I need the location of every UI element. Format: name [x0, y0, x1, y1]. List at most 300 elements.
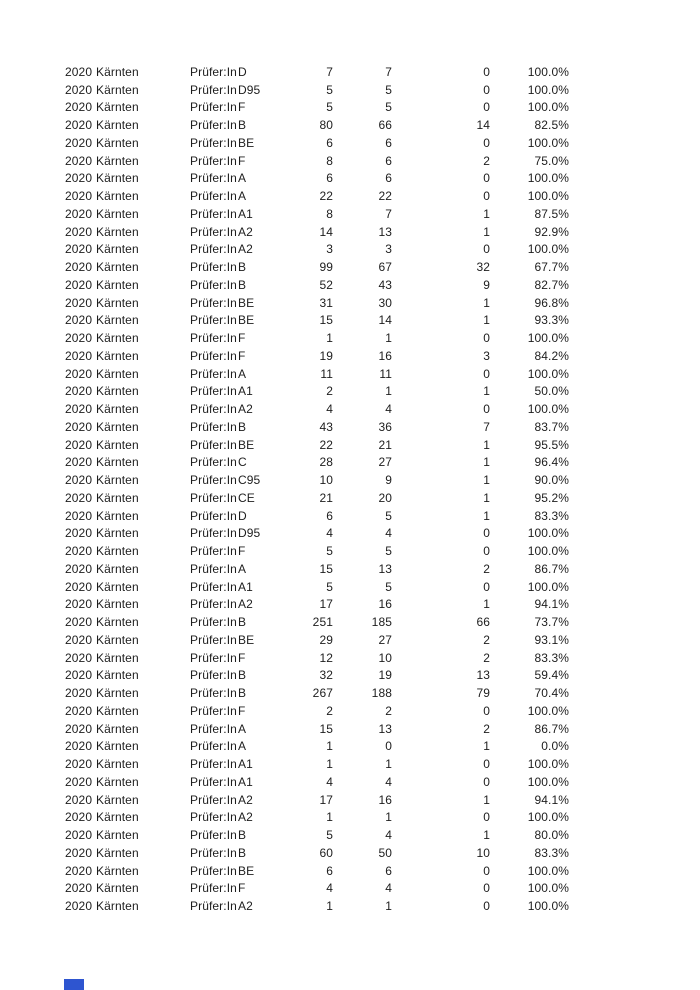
exams-total-cell: 5 — [326, 82, 333, 97]
examiner-role-cell: Prüfer:In — [190, 650, 237, 665]
pass-rate-cell: 100.0% — [527, 774, 569, 789]
pass-rate-cell: 84.2% — [534, 348, 569, 363]
exams-failed-cell: 3 — [483, 348, 490, 363]
year-cell: 2020 — [65, 774, 93, 789]
examiner-role-cell: Prüfer:In — [190, 242, 237, 257]
exams-passed-cell: 1 — [385, 810, 392, 825]
exams-passed-cell: 19 — [378, 668, 392, 683]
exams-failed-cell: 2 — [483, 721, 490, 736]
table-row — [65, 702, 569, 720]
year-cell: 2020 — [65, 455, 93, 470]
exams-total-cell: 14 — [319, 224, 333, 239]
pass-rate-cell: 100.0% — [527, 810, 569, 825]
table-row — [65, 897, 569, 915]
table-row — [65, 560, 569, 578]
exams-passed-cell: 4 — [385, 828, 392, 843]
table-row — [65, 116, 569, 134]
examiner-role-cell: Prüfer:In — [190, 366, 237, 381]
exams-failed-cell: 1 — [483, 792, 490, 807]
examiner-role-cell: Prüfer:In — [190, 845, 237, 860]
license-class-cell: F — [238, 348, 246, 363]
exams-failed-cell: 0 — [483, 366, 490, 381]
table-row — [65, 258, 569, 276]
examiner-role-cell: Prüfer:In — [190, 526, 237, 541]
year-cell: 2020 — [65, 224, 93, 239]
year-cell: 2020 — [65, 171, 93, 186]
exams-failed-cell: 0 — [483, 189, 490, 204]
pass-rate-cell: 95.5% — [534, 437, 569, 452]
state-cell: Kärnten — [96, 437, 139, 452]
examiner-role-cell: Prüfer:In — [190, 828, 237, 843]
state-cell: Kärnten — [96, 224, 139, 239]
exams-total-cell: 5 — [326, 100, 333, 115]
state-cell: Kärnten — [96, 277, 139, 292]
state-cell: Kärnten — [96, 828, 139, 843]
license-class-cell: F — [238, 650, 246, 665]
exams-total-cell: 4 — [326, 526, 333, 541]
exams-total-cell: 8 — [326, 206, 333, 221]
exams-passed-cell: 7 — [385, 206, 392, 221]
state-cell: Kärnten — [96, 82, 139, 97]
state-cell: Kärnten — [96, 295, 139, 310]
exams-passed-cell: 11 — [379, 366, 392, 381]
state-cell: Kärnten — [96, 526, 139, 541]
state-cell: Kärnten — [96, 455, 139, 470]
exams-failed-cell: 1 — [483, 224, 490, 239]
pass-rate-cell: 90.0% — [534, 473, 569, 488]
year-cell: 2020 — [65, 632, 93, 647]
license-class-cell: D — [238, 64, 247, 79]
exams-failed-cell: 0 — [483, 402, 490, 417]
exams-total-cell: 2 — [326, 703, 333, 718]
exams-failed-cell: 79 — [476, 686, 490, 701]
exams-passed-cell: 1 — [385, 331, 392, 346]
exams-passed-cell: 5 — [385, 579, 392, 594]
exams-total-cell: 4 — [326, 402, 333, 417]
table-row — [65, 684, 569, 702]
year-cell: 2020 — [65, 757, 93, 772]
exams-passed-cell: 6 — [385, 171, 392, 186]
examiner-role-cell: Prüfer:In — [190, 189, 237, 204]
pass-rate-cell: 83.3% — [534, 650, 569, 665]
pass-rate-cell: 100.0% — [527, 579, 569, 594]
examiner-role-cell: Prüfer:In — [190, 384, 237, 399]
license-class-cell: BE — [238, 295, 255, 310]
pass-rate-cell: 100.0% — [527, 863, 569, 878]
pass-rate-cell: 83.7% — [534, 419, 569, 434]
exams-passed-cell: 22 — [378, 189, 392, 204]
exams-passed-cell: 20 — [378, 490, 392, 505]
license-class-cell: F — [238, 153, 246, 168]
table-row — [65, 542, 569, 560]
exams-failed-cell: 0 — [483, 331, 490, 346]
exams-failed-cell: 1 — [483, 437, 490, 452]
pass-rate-cell: 100.0% — [527, 331, 569, 346]
license-class-cell: F — [238, 881, 246, 896]
license-class-cell: A2 — [238, 810, 253, 825]
exams-passed-cell: 16 — [378, 792, 392, 807]
table-row — [65, 418, 569, 436]
exams-total-cell: 1 — [326, 757, 333, 772]
exams-total-cell: 2 — [326, 384, 333, 399]
state-cell: Kärnten — [96, 490, 139, 505]
exams-total-cell: 12 — [319, 650, 333, 665]
exams-total-cell: 17 — [319, 792, 333, 807]
examiner-role-cell: Prüfer:In — [190, 455, 237, 470]
year-cell: 2020 — [65, 295, 93, 310]
table-row — [65, 738, 569, 756]
state-cell: Kärnten — [96, 189, 139, 204]
examiner-role-cell: Prüfer:In — [190, 703, 237, 718]
table-row — [65, 454, 569, 472]
exams-passed-cell: 50 — [378, 845, 392, 860]
exams-total-cell: 6 — [326, 863, 333, 878]
examiner-role-cell: Prüfer:In — [190, 82, 237, 97]
year-cell: 2020 — [65, 473, 93, 488]
exams-failed-cell: 32 — [476, 260, 490, 275]
license-class-cell: A1 — [238, 774, 253, 789]
examiner-role-cell: Prüfer:In — [190, 295, 237, 310]
pass-rate-cell: 100.0% — [527, 64, 569, 79]
pass-rate-cell: 100.0% — [527, 100, 569, 115]
exams-total-cell: 31 — [319, 295, 333, 310]
exams-passed-cell: 10 — [378, 650, 392, 665]
examiner-role-cell: Prüfer:In — [190, 348, 237, 363]
state-cell: Kärnten — [96, 331, 139, 346]
year-cell: 2020 — [65, 686, 93, 701]
pass-rate-cell: 73.7% — [534, 615, 569, 630]
table-row — [65, 631, 569, 649]
state-cell: Kärnten — [96, 313, 139, 328]
exams-total-cell: 43 — [319, 419, 333, 434]
examiner-role-cell: Prüfer:In — [190, 668, 237, 683]
license-class-cell: BE — [238, 632, 255, 647]
exams-failed-cell: 1 — [483, 455, 490, 470]
year-cell: 2020 — [65, 82, 93, 97]
exams-failed-cell: 0 — [483, 64, 490, 79]
table-row — [65, 436, 569, 454]
exams-total-cell: 1 — [326, 331, 333, 346]
license-class-cell: A — [238, 366, 247, 381]
exams-passed-cell: 27 — [378, 632, 392, 647]
table-row — [65, 276, 569, 294]
exams-total-cell: 1 — [326, 899, 333, 914]
table-row — [65, 596, 569, 614]
table-row — [65, 223, 569, 241]
examiner-role-cell: Prüfer:In — [190, 632, 237, 647]
state-cell: Kärnten — [96, 366, 139, 381]
state-cell: Kärnten — [96, 153, 139, 168]
pass-rate-cell: 100.0% — [527, 402, 569, 417]
pass-rate-cell: 92.9% — [534, 224, 569, 239]
license-class-cell: B — [238, 845, 247, 860]
exams-total-cell: 32 — [319, 668, 333, 683]
examiner-role-cell: Prüfer:In — [190, 277, 237, 292]
examiner-role-cell: Prüfer:In — [190, 153, 237, 168]
table-row — [65, 329, 569, 347]
table-row — [65, 826, 569, 844]
examiner-role-cell: Prüfer:In — [190, 100, 237, 115]
license-class-cell: F — [238, 331, 246, 346]
exams-total-cell: 1 — [326, 739, 333, 754]
examiner-role-cell: Prüfer:In — [190, 757, 237, 772]
exams-total-cell: 6 — [326, 135, 333, 150]
state-cell: Kärnten — [96, 348, 139, 363]
year-cell: 2020 — [65, 845, 93, 860]
pass-rate-cell: 59.4% — [534, 668, 569, 683]
license-class-cell: A2 — [238, 224, 253, 239]
exams-failed-cell: 0 — [483, 810, 490, 825]
exams-total-cell: 4 — [326, 774, 333, 789]
table-row — [65, 99, 569, 117]
horizontal-scrollbar-thumb[interactable] — [64, 979, 84, 990]
state-cell: Kärnten — [96, 668, 139, 683]
year-cell: 2020 — [65, 135, 93, 150]
license-class-cell: A2 — [238, 242, 253, 257]
year-cell: 2020 — [65, 64, 93, 79]
exams-passed-cell: 6 — [385, 863, 392, 878]
license-class-cell: A — [238, 189, 247, 204]
exams-passed-cell: 43 — [378, 277, 392, 292]
table-row — [65, 383, 569, 401]
exams-failed-cell: 0 — [483, 135, 490, 150]
exams-passed-cell: 13 — [378, 224, 392, 239]
exams-passed-cell: 0 — [385, 739, 392, 754]
exams-passed-cell: 14 — [378, 313, 392, 328]
exams-failed-cell: 1 — [483, 597, 490, 612]
table-row — [65, 134, 569, 152]
license-class-cell: A — [238, 561, 247, 576]
examiner-role-cell: Prüfer:In — [190, 118, 237, 133]
year-cell: 2020 — [65, 810, 93, 825]
pass-rate-cell: 100.0% — [527, 526, 569, 541]
state-cell: Kärnten — [96, 260, 139, 275]
exams-passed-cell: 185 — [371, 615, 392, 630]
state-cell: Kärnten — [96, 402, 139, 417]
examiner-role-cell: Prüfer:In — [190, 135, 237, 150]
examiner-role-cell: Prüfer:In — [190, 686, 237, 701]
exams-failed-cell: 1 — [483, 384, 490, 399]
state-cell: Kärnten — [96, 384, 139, 399]
table-row — [65, 578, 569, 596]
table-row — [65, 773, 569, 791]
year-cell: 2020 — [65, 650, 93, 665]
examiner-role-cell: Prüfer:In — [190, 419, 237, 434]
license-class-cell: A — [238, 171, 247, 186]
table-row — [65, 471, 569, 489]
year-cell: 2020 — [65, 863, 93, 878]
license-class-cell: B — [238, 668, 247, 683]
pass-rate-cell: 100.0% — [527, 366, 569, 381]
license-class-cell: B — [238, 615, 247, 630]
table-row — [65, 170, 569, 188]
license-class-cell: B — [238, 828, 247, 843]
pass-rate-cell: 100.0% — [527, 242, 569, 257]
exams-passed-cell: 67 — [378, 260, 392, 275]
year-cell: 2020 — [65, 242, 93, 257]
year-cell: 2020 — [65, 703, 93, 718]
examiner-role-cell: Prüfer:In — [190, 615, 237, 630]
table-row — [65, 649, 569, 667]
exams-passed-cell: 2 — [385, 703, 392, 718]
state-cell: Kärnten — [96, 899, 139, 914]
state-cell: Kärnten — [96, 579, 139, 594]
examiner-role-cell: Prüfer:In — [190, 490, 237, 505]
exams-total-cell: 15 — [319, 561, 333, 576]
exams-total-cell: 22 — [319, 437, 333, 452]
exams-passed-cell: 36 — [378, 419, 392, 434]
exams-failed-cell: 0 — [483, 579, 490, 594]
pass-rate-cell: 100.0% — [527, 135, 569, 150]
table-row — [65, 187, 569, 205]
table-row — [65, 862, 569, 880]
exams-total-cell: 99 — [319, 260, 333, 275]
exams-failed-cell: 2 — [483, 561, 490, 576]
pass-rate-cell: 100.0% — [527, 171, 569, 186]
pass-rate-cell: 100.0% — [527, 757, 569, 772]
exams-total-cell: 6 — [326, 508, 333, 523]
exams-total-cell: 52 — [319, 277, 333, 292]
pass-rate-cell: 100.0% — [527, 82, 569, 97]
pass-rate-cell: 82.5% — [534, 118, 569, 133]
exams-passed-cell: 21 — [378, 437, 392, 452]
license-class-cell: A2 — [238, 402, 253, 417]
exams-failed-cell: 10 — [476, 845, 490, 860]
exams-passed-cell: 13 — [378, 561, 392, 576]
year-cell: 2020 — [65, 260, 93, 275]
exams-total-cell: 1 — [326, 810, 333, 825]
examiner-role-cell: Prüfer:In — [190, 64, 237, 79]
license-class-cell: A — [238, 721, 247, 736]
state-cell: Kärnten — [96, 792, 139, 807]
exams-total-cell: 6 — [326, 171, 333, 186]
pass-rate-cell: 96.8% — [534, 295, 569, 310]
examiner-role-cell: Prüfer:In — [190, 810, 237, 825]
table-row — [65, 525, 569, 543]
table-row — [65, 720, 569, 738]
license-class-cell: D — [238, 508, 247, 523]
examiner-role-cell: Prüfer:In — [190, 899, 237, 914]
examiner-role-cell: Prüfer:In — [190, 206, 237, 221]
exams-total-cell: 15 — [319, 721, 333, 736]
examiner-role-cell: Prüfer:In — [190, 721, 237, 736]
exams-failed-cell: 13 — [476, 668, 490, 683]
state-cell: Kärnten — [96, 881, 139, 896]
license-class-cell: A — [238, 739, 247, 754]
state-cell: Kärnten — [96, 845, 139, 860]
exams-failed-cell: 0 — [483, 82, 490, 97]
license-class-cell: A1 — [238, 757, 253, 772]
exams-failed-cell: 1 — [483, 313, 490, 328]
exams-total-cell: 5 — [326, 579, 333, 594]
examiner-role-cell: Prüfer:In — [190, 313, 237, 328]
license-class-cell: C95 — [238, 473, 261, 488]
year-cell: 2020 — [65, 490, 93, 505]
exams-passed-cell: 5 — [385, 544, 392, 559]
pass-rate-cell: 87.5% — [534, 206, 569, 221]
state-cell: Kärnten — [96, 561, 139, 576]
pass-rate-cell: 100.0% — [527, 189, 569, 204]
exams-failed-cell: 2 — [483, 153, 490, 168]
exams-total-cell: 7 — [326, 64, 333, 79]
table-row — [65, 365, 569, 383]
year-cell: 2020 — [65, 348, 93, 363]
pass-rate-cell: 96.4% — [534, 455, 569, 470]
exams-total-cell: 4 — [326, 881, 333, 896]
year-cell: 2020 — [65, 100, 93, 115]
state-cell: Kärnten — [96, 632, 139, 647]
exams-total-cell: 29 — [319, 632, 333, 647]
year-cell: 2020 — [65, 313, 93, 328]
license-class-cell: BE — [238, 313, 255, 328]
license-class-cell: F — [238, 100, 246, 115]
year-cell: 2020 — [65, 419, 93, 434]
exams-failed-cell: 0 — [483, 757, 490, 772]
license-class-cell: A1 — [238, 384, 253, 399]
state-cell: Kärnten — [96, 206, 139, 221]
exams-failed-cell: 1 — [483, 473, 490, 488]
exams-failed-cell: 0 — [483, 881, 490, 896]
table-row — [65, 613, 569, 631]
exams-total-cell: 15 — [319, 313, 333, 328]
pass-rate-cell: 93.3% — [534, 313, 569, 328]
license-class-cell: D95 — [238, 526, 261, 541]
year-cell: 2020 — [65, 331, 93, 346]
exams-passed-cell: 1 — [385, 757, 392, 772]
exams-total-cell: 11 — [320, 366, 333, 381]
exams-total-cell: 267 — [312, 686, 333, 701]
exams-failed-cell: 2 — [483, 632, 490, 647]
exams-total-cell: 8 — [326, 153, 333, 168]
year-cell: 2020 — [65, 384, 93, 399]
exams-failed-cell: 1 — [483, 206, 490, 221]
state-cell: Kärnten — [96, 118, 139, 133]
pass-rate-cell: 67.7% — [534, 260, 569, 275]
examiner-role-cell: Prüfer:In — [190, 739, 237, 754]
examiner-role-cell: Prüfer:In — [190, 863, 237, 878]
year-cell: 2020 — [65, 721, 93, 736]
examiner-role-cell: Prüfer:In — [190, 402, 237, 417]
exams-passed-cell: 4 — [385, 526, 392, 541]
state-cell: Kärnten — [96, 650, 139, 665]
year-cell: 2020 — [65, 189, 93, 204]
examiner-role-cell: Prüfer:In — [190, 437, 237, 452]
table-row — [65, 667, 569, 685]
license-class-cell: F — [238, 544, 246, 559]
exams-passed-cell: 1 — [385, 899, 392, 914]
year-cell: 2020 — [65, 668, 93, 683]
license-class-cell: D95 — [238, 82, 261, 97]
pass-rate-cell: 50.0% — [534, 384, 569, 399]
examiner-role-cell: Prüfer:In — [190, 774, 237, 789]
exams-passed-cell: 16 — [378, 348, 392, 363]
examiner-role-cell: Prüfer:In — [190, 224, 237, 239]
exams-passed-cell: 1 — [385, 384, 392, 399]
table-row — [65, 81, 569, 99]
year-cell: 2020 — [65, 206, 93, 221]
exams-failed-cell: 66 — [476, 615, 490, 630]
license-class-cell: A1 — [238, 206, 253, 221]
state-cell: Kärnten — [96, 100, 139, 115]
license-class-cell: BE — [238, 135, 255, 150]
table-row — [65, 507, 569, 525]
examiner-role-cell: Prüfer:In — [190, 881, 237, 896]
state-cell: Kärnten — [96, 419, 139, 434]
year-cell: 2020 — [65, 615, 93, 630]
table-row — [65, 63, 569, 81]
state-cell: Kärnten — [96, 171, 139, 186]
examiner-role-cell: Prüfer:In — [190, 561, 237, 576]
